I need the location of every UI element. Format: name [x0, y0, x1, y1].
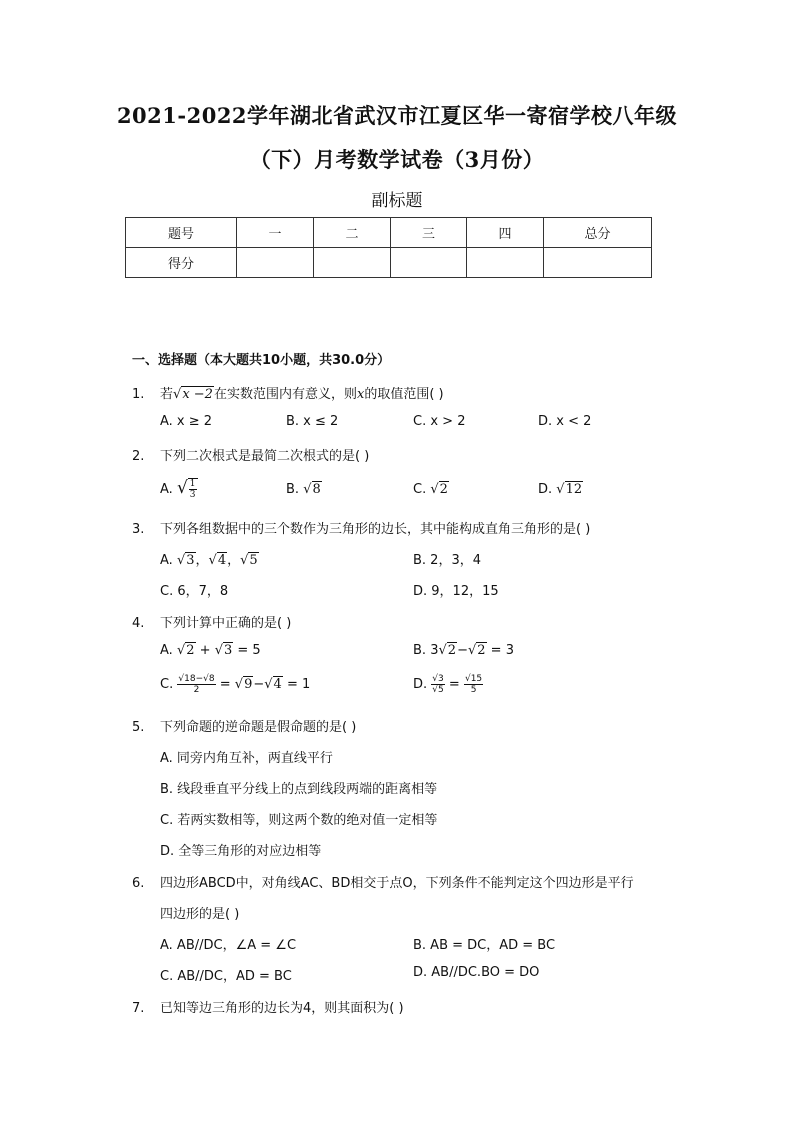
- table-cell: 题号: [126, 218, 237, 248]
- table-cell: [544, 248, 652, 278]
- option-d: D. 全等三角形的对应边相等: [160, 844, 322, 859]
- table-cell: 总分: [544, 218, 652, 248]
- question-number: 6.: [132, 876, 145, 891]
- table-cell: 四: [467, 218, 544, 248]
- numerator: √15: [464, 674, 483, 684]
- denominator: 3: [189, 490, 196, 500]
- operator: −: [457, 643, 468, 658]
- option-a: [160, 643, 261, 658]
- radicand: 3: [223, 643, 233, 658]
- sqrt-expression: √12: [556, 482, 583, 497]
- table-cell: 一: [237, 218, 314, 248]
- question-number: 3.: [132, 522, 145, 537]
- table-cell: 得分: [126, 248, 237, 278]
- option-label: D.: [413, 677, 428, 692]
- table-cell: 二: [314, 218, 391, 248]
- fraction: [464, 674, 483, 695]
- option-label: C.: [413, 482, 427, 497]
- denominator: 2: [193, 685, 200, 695]
- fraction: [177, 674, 215, 695]
- sqrt-expression: √x −2: [173, 387, 213, 402]
- option-c: C. 6，7，8: [160, 584, 229, 599]
- option-d: D. x < 2: [538, 414, 592, 429]
- equation-rest: = 3: [486, 643, 514, 658]
- option-b: B. 2，3，4: [413, 553, 481, 568]
- table-cell: [467, 248, 544, 278]
- option-c: [413, 482, 449, 497]
- question-number: 7.: [132, 1001, 145, 1016]
- question-2: [132, 445, 369, 464]
- sqrt-expression: √3: [176, 553, 195, 568]
- sqrt-expression: √8: [303, 482, 321, 497]
- option-label: B.: [413, 643, 427, 658]
- option-b: [413, 643, 514, 658]
- page-subtitle: 副标题: [371, 191, 423, 211]
- radicand: 4: [217, 553, 227, 568]
- sqrt-expression: √9: [234, 677, 253, 692]
- radicand: 3: [186, 553, 195, 568]
- denominator: √5: [432, 685, 444, 695]
- separator: ，: [195, 553, 209, 568]
- radicand: 2: [439, 482, 448, 497]
- separator: ，: [227, 553, 241, 568]
- numerator: 1: [189, 479, 196, 489]
- radicand: 3: [438, 674, 444, 684]
- option-d: D. 9，12，15: [413, 584, 499, 599]
- table-cell: 三: [391, 218, 467, 248]
- sqrt-expression: √2: [467, 643, 486, 658]
- question-text: 四边形ABCD中，对角线AC、BD相交于点O，下列条件不能判定这个四边形是平行: [160, 876, 634, 891]
- option-c: C. 若两实数相等，则这两个数的绝对值一定相等: [160, 813, 438, 828]
- option-a: A. AB//DC，∠A = ∠C: [160, 938, 297, 953]
- fraction: [431, 674, 444, 695]
- option-label: B.: [286, 482, 300, 497]
- question-4: [132, 612, 291, 631]
- question-number: 5.: [132, 720, 145, 735]
- question-text: 下列计算中正确的是( ): [160, 616, 292, 631]
- sqrt-expression: √5: [240, 553, 258, 568]
- question-text: 下列各组数据中的三个数作为三角形的边长，其中能构成直角三角形的是( ): [160, 522, 591, 537]
- option-a: [160, 549, 259, 568]
- radicand: x −2: [182, 387, 213, 402]
- question-text: 若: [160, 387, 174, 402]
- sqrt-expression: √4: [208, 553, 227, 568]
- page-title-line1: 2021-2022学年湖北省武汉市江夏区华一寄宿学校八年级: [116, 103, 678, 128]
- option-d: [538, 482, 583, 497]
- operator: −: [253, 677, 265, 692]
- table-cell: [314, 248, 391, 278]
- equation-rest: = 5: [233, 643, 261, 658]
- numerator: √3: [432, 674, 444, 684]
- radicand: 18: [184, 674, 196, 684]
- operator: =: [215, 677, 235, 692]
- operator: +: [195, 643, 215, 658]
- question-3: [132, 518, 590, 537]
- table-cell: [237, 248, 314, 278]
- option-b: B. 线段垂直平分线上的点到线段两端的距离相等: [160, 782, 438, 797]
- table-row: [126, 218, 652, 248]
- option-a: A. 同旁内角互补，两直线平行: [160, 751, 333, 766]
- radicand: 8: [208, 674, 215, 684]
- question-number: 1.: [132, 387, 145, 402]
- option-label: C.: [160, 677, 174, 692]
- sqrt-expression: √2: [176, 643, 195, 658]
- option-label: A.: [160, 643, 173, 658]
- table-cell: [391, 248, 467, 278]
- option-label: A.: [160, 553, 173, 568]
- radicand: 9: [244, 677, 253, 692]
- option-d: [413, 674, 483, 695]
- option-c: C. AB//DC，AD = BC: [160, 969, 292, 984]
- sqrt-expression: √4: [264, 677, 282, 692]
- radicand: 8: [312, 482, 321, 497]
- option-d: D. AB//DC.BO = DO: [413, 965, 540, 980]
- question-6: [132, 872, 634, 891]
- sqrt-expression: √3: [214, 643, 233, 658]
- option-c: [160, 674, 310, 695]
- question-7: [132, 997, 404, 1016]
- numerator: √18−√8: [178, 674, 215, 684]
- operator: −: [195, 674, 204, 684]
- option-a: [160, 478, 198, 500]
- question-text: 的取值范围( ): [364, 387, 444, 402]
- radicand: 15: [470, 674, 483, 684]
- option-b: [286, 482, 322, 497]
- radicand: 5: [438, 685, 444, 695]
- question-5: [132, 716, 356, 735]
- question-text: 在实数范围内有意义，则: [213, 387, 357, 402]
- radicand: 2: [447, 643, 457, 658]
- radicand: 2: [477, 643, 486, 658]
- question-6-continuation: 四边形的是( ): [160, 907, 240, 922]
- sqrt-expression: √ $\frac{1}{3}$: [176, 478, 196, 500]
- question-text: 已知等边三角形的边长为4，则其面积为( ): [160, 1001, 404, 1016]
- denominator: 5: [470, 685, 477, 695]
- sqrt-expression: √2: [438, 643, 457, 658]
- option-a: A. x ≥ 2: [160, 414, 213, 429]
- sqrt-expression: √2: [430, 482, 448, 497]
- question-1: [132, 383, 444, 402]
- option-label: D.: [538, 482, 553, 497]
- radicand: 12: [565, 482, 583, 497]
- radicand: 4: [273, 677, 282, 692]
- equation-rest: = 1: [282, 677, 311, 692]
- question-number: 4.: [132, 616, 145, 631]
- option-label: A.: [160, 482, 173, 497]
- radicand: 2: [186, 643, 195, 658]
- question-text: 下列命题的逆命题是假命题的是( ): [160, 720, 357, 735]
- fraction: [189, 479, 197, 500]
- radicand: 5: [249, 553, 258, 568]
- option-b: B. AB = DC，AD = BC: [413, 938, 556, 953]
- coefficient: 3: [430, 643, 439, 658]
- option-b: B. x ≤ 2: [286, 414, 339, 429]
- option-c: C. x > 2: [413, 414, 466, 429]
- score-table: [125, 217, 652, 278]
- section-heading: 一、选择题（本大题共10小题，共30.0分）: [132, 353, 391, 368]
- question-number: 2.: [132, 449, 145, 464]
- table-row: [126, 248, 652, 278]
- question-text: 下列二次根式是最简二次根式的是( ): [160, 449, 370, 464]
- math-var: x: [356, 387, 365, 402]
- page-title-line2: （下）月考数学试卷（3月份）: [249, 147, 545, 172]
- operator: =: [444, 677, 464, 692]
